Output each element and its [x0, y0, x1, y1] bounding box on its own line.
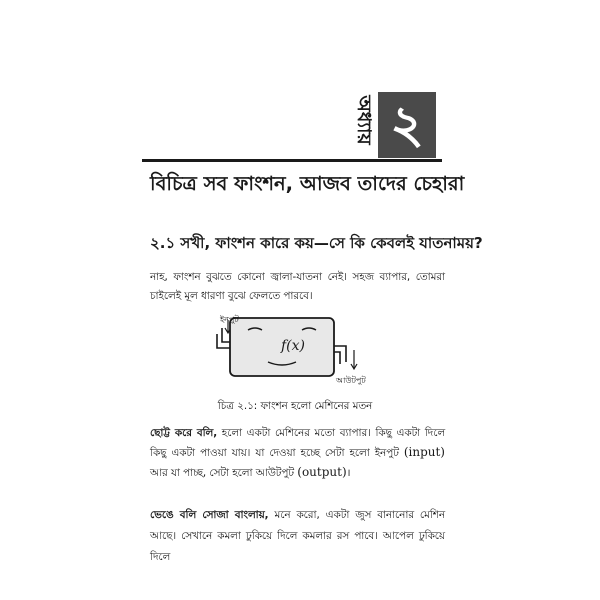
- input-label: ইনপুট: [220, 315, 239, 324]
- paragraph-intro-text: নাহ, ফাংশন বুঝতে কোনো জ্বালা-যাতনা নেই। সহজ ব্যাপার, তোমরা চাইলেই মূল ধারণা বুঝে ফেলতে পারবে।: [150, 271, 445, 302]
- title-rule: [142, 159, 442, 162]
- figure-caption: চিত্র ২.১: ফাংশন হলো মেশিনের মতন: [217, 400, 373, 412]
- paragraph-definition-lead: ছোট্ট করে বলি,: [150, 427, 218, 439]
- section-heading: ২.১ সখী, ফাংশন কারে কয়—সে কি কেবলই যাতনাময়?: [150, 234, 483, 252]
- paragraph-definition-text-b: আর যা পাচ্ছ, সেটা হলো আউটপুট: [150, 467, 298, 479]
- paragraph-definition-end: ।: [346, 467, 351, 479]
- output-label: আউটপুট: [336, 376, 366, 385]
- paragraph-intro: [150, 268, 445, 306]
- chapter-title: বিচিত্র সব ফাংশন, আজব তাদের চেহারা: [150, 172, 465, 195]
- chapter-number: ২: [378, 92, 436, 158]
- paragraph-example-lead: ভেঙে বলি সোজা বাংলায়,: [150, 509, 269, 521]
- paragraph-definition: [150, 424, 445, 483]
- paragraph-example: [150, 505, 445, 568]
- input-term: (input): [403, 445, 445, 459]
- paragraph-definition-text-a: হলো একটা মেশিনের মতো ব্যাপার। কিছু একটা দিলে কিছু একটা পাওয়া যায়। যা দেওয়া হচ্ছে সেটা হলো ইনপুট: [150, 427, 446, 459]
- output-term: (output): [297, 465, 347, 479]
- function-label: f(x): [280, 338, 305, 354]
- chapter-word: অধ্যায়: [353, 95, 375, 145]
- paragraph-example-text: মনে করো, একটা জুস বানানোর মেশিন আছে। সেখানে কমলা ঢুকিয়ে দিলে কমলার রস পাবে। আপেল ঢুকিয়ে দিলে: [150, 509, 445, 563]
